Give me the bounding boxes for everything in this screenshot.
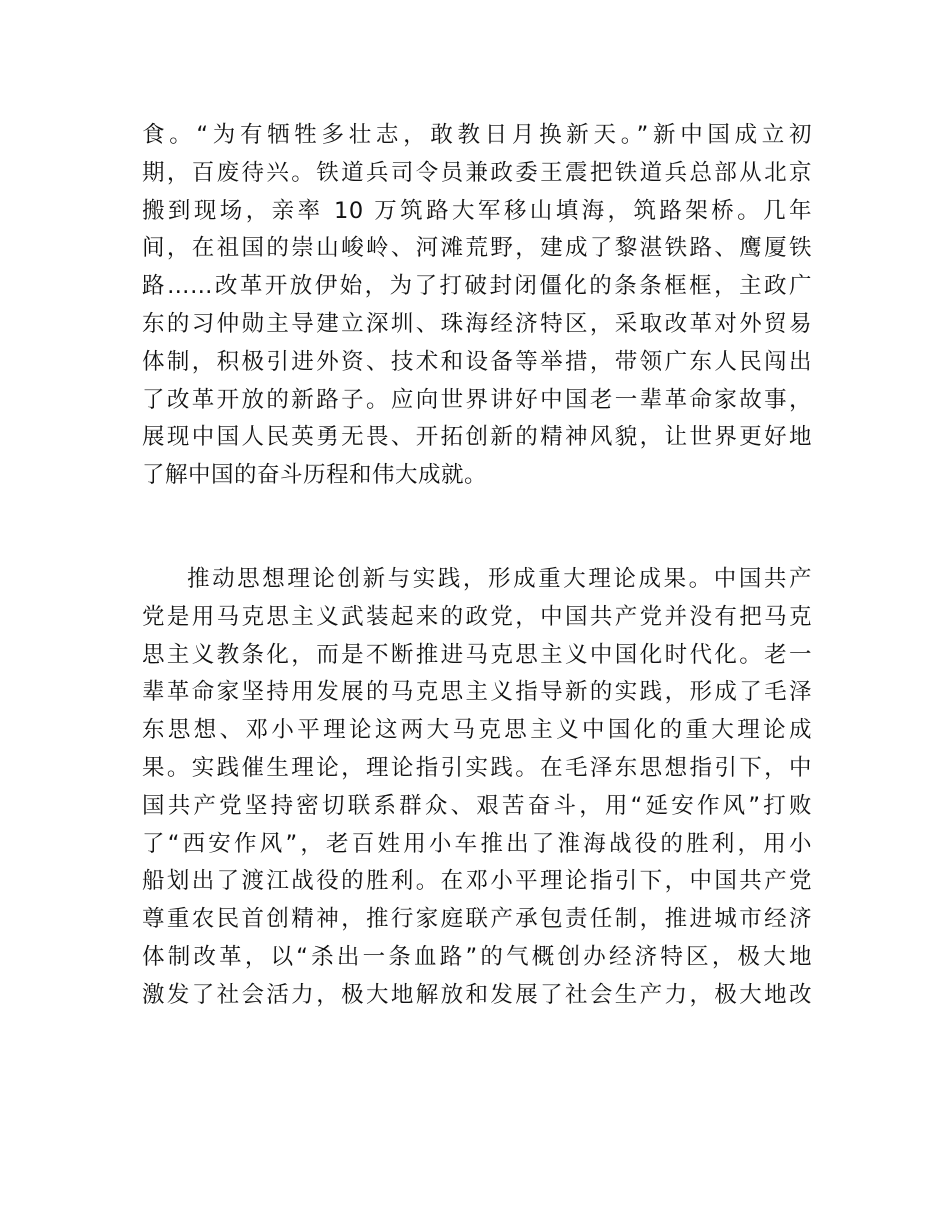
paragraph-line: 党是用马克思主义武装起来的政党，中国共产党并没有把马克 bbox=[142, 603, 812, 630]
paragraph-line: 了“西安作风”，老百姓用小车推出了淮海战役的胜利，用小 bbox=[142, 830, 812, 857]
paragraph-line: 期，百废待兴。铁道兵司令员兼政委王震把铁道兵总部从北京 bbox=[142, 159, 812, 186]
paragraph-line: 思主义教条化，而是不断推进马克思主义中国化时代化。老一 bbox=[142, 641, 812, 668]
paragraph-line: 国共产党坚持密切联系群众、艰苦奋斗，用“延安作风”打败 bbox=[142, 792, 812, 819]
paragraph-line: 尊重农民首创精神，推行家庭联产承包责任制，推进城市经济 bbox=[142, 906, 812, 933]
paragraph-line: 路……改革开放伊始，为了打破封闭僵化的条条框框，主政广 bbox=[142, 273, 812, 300]
paragraph-line: 间，在祖国的崇山峻岭、河滩荒野，建成了黎湛铁路、鹰厦铁 bbox=[142, 235, 812, 262]
paragraph-line: 果。实践催生理论，理论指引实践。在毛泽东思想指引下，中 bbox=[142, 754, 812, 781]
paragraph-line: 了解中国的奋斗历程和伟大成就。 bbox=[142, 462, 488, 489]
paragraph-line: 激发了社会活力，极大地解放和发展了社会生产力，极大地改 bbox=[142, 981, 812, 1008]
paragraph-line: 辈革命家坚持用发展的马克思主义指导新的实践，形成了毛泽 bbox=[142, 679, 812, 706]
paragraph-2 bbox=[142, 561, 812, 1015]
paragraph-line: 搬到现场，亲率 10 万筑路大军移山填海，筑路架桥。几年 bbox=[142, 197, 812, 224]
paragraph-line: 东的习仲勋主导建立深圳、珠海经济特区，采取改革对外贸易 bbox=[142, 310, 812, 337]
paragraph-line: 船划出了渡江战役的胜利。在邓小平理论指引下，中国共产党 bbox=[142, 868, 812, 895]
paragraph-line: 了改革开放的新路子。应向世界讲好中国老一辈革命家故事， bbox=[142, 386, 812, 413]
paragraph-line: 体制改革，以“杀出一条血路”的气概创办经济特区，极大地 bbox=[142, 943, 812, 970]
paragraph-1 bbox=[142, 117, 812, 495]
paragraph-line: 食。“为有牺牲多壮志，敢教日月换新天。”新中国成立初 bbox=[142, 122, 812, 148]
paragraph-line: 展现中国人民英勇无畏、开拓创新的精神风貌，让世界更好地 bbox=[142, 424, 812, 451]
paragraph-line: 推动思想理论创新与实践，形成重大理论成果。中国共产 bbox=[187, 566, 812, 592]
paragraph-line: 东思想、邓小平理论这两大马克思主义中国化的重大理论成 bbox=[142, 717, 812, 744]
paragraph-line: 体制，积极引进外资、技术和设备等举措，带领广东人民闯出 bbox=[142, 348, 812, 375]
